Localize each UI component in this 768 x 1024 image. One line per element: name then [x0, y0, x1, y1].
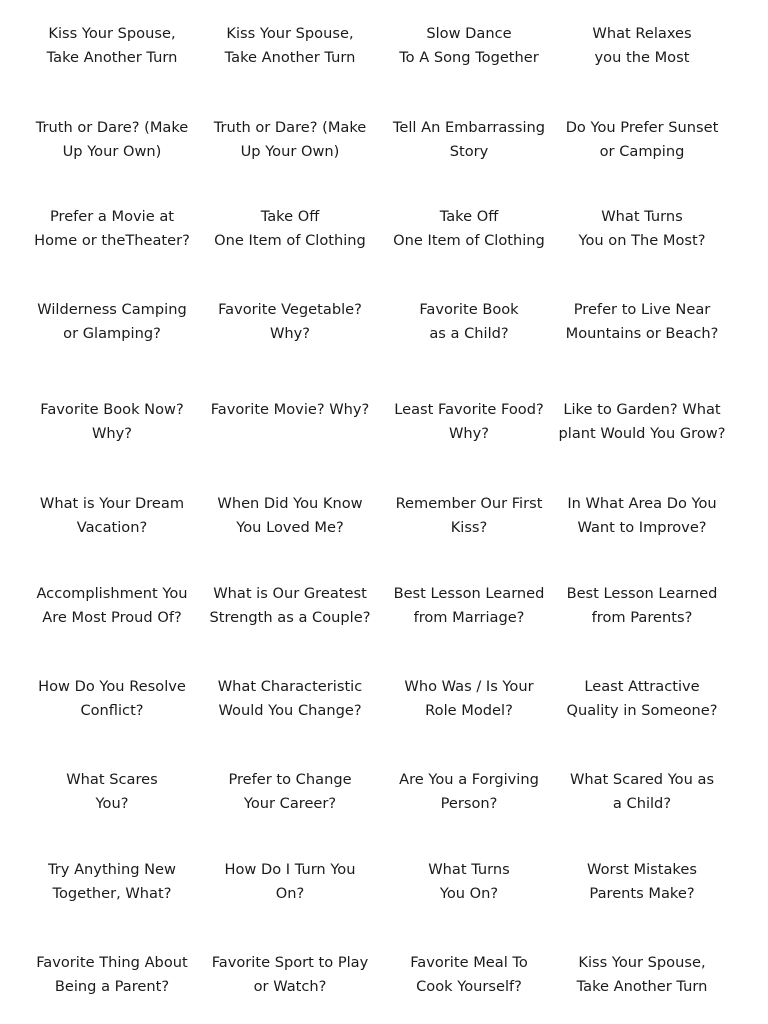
question-card	[374, 398, 564, 445]
question-card-line: Like to Garden? What	[563, 401, 721, 418]
question-card-line: Parents Make?	[589, 884, 695, 902]
question-card	[374, 492, 564, 539]
question-card	[17, 951, 207, 998]
question-card	[374, 22, 564, 69]
question-card-line: You on The Most?	[578, 231, 706, 249]
question-card-line: Who Was / Is Your	[404, 678, 534, 695]
question-card	[374, 858, 564, 905]
question-card-line: Favorite Book Now?	[40, 401, 184, 418]
question-card-line: Prefer to Change	[228, 771, 352, 788]
question-card-line: Best Lesson Learned	[393, 585, 545, 602]
question-card-line: Take Off	[439, 208, 499, 225]
question-card-line: One Item of Clothing	[393, 231, 545, 249]
question-card	[17, 675, 207, 722]
question-card	[374, 675, 564, 722]
question-card-line: Home or theTheater?	[34, 231, 190, 249]
question-card-line: Quality in Someone?	[566, 701, 718, 719]
question-card	[17, 116, 207, 163]
question-card-line: How Do You Resolve	[38, 678, 186, 695]
question-card-line: You On?	[439, 884, 499, 902]
question-card	[195, 398, 385, 422]
question-card-line: or Glamping?	[63, 324, 161, 342]
question-card-line: Person?	[440, 794, 498, 812]
question-card	[17, 398, 207, 445]
question-card-line: On?	[275, 884, 305, 902]
question-card-line: What Turns	[428, 861, 510, 878]
question-card-line: Want to Improve?	[577, 518, 707, 536]
question-card-line: How Do I Turn You	[224, 861, 356, 878]
question-card-line: Favorite Sport to Play	[211, 954, 369, 971]
question-card-line: Your Career?	[243, 794, 337, 812]
question-card-line: Kiss?	[450, 518, 488, 536]
question-card-line: Truth or Dare? (Make	[213, 119, 367, 136]
question-card-line: Remember Our First	[395, 495, 543, 512]
question-card-line: What is Our Greatest	[213, 585, 367, 602]
question-card	[195, 492, 385, 539]
question-card	[547, 492, 737, 539]
question-card	[374, 205, 564, 252]
question-card-line: Kiss Your Spouse,	[48, 25, 176, 42]
question-card	[195, 582, 385, 629]
question-card-line: Favorite Thing About	[36, 954, 188, 971]
question-card-line: Least Favorite Food?	[394, 401, 544, 418]
question-card-line: Take Off	[260, 208, 320, 225]
question-card-line: Prefer to Live Near	[573, 301, 711, 318]
question-card-line: Favorite Book	[419, 301, 519, 318]
question-card	[547, 116, 737, 163]
question-card-line: Accomplishment You	[36, 585, 188, 602]
question-card-line: What Relaxes	[592, 25, 692, 42]
question-card-line: Story	[449, 142, 489, 160]
question-card-line: Strength as a Couple?	[209, 608, 371, 626]
question-card	[547, 398, 737, 445]
question-card-line: Try Anything New	[48, 861, 176, 878]
question-card-line: Kiss Your Spouse,	[578, 954, 706, 971]
question-card-line: Conflict?	[80, 701, 144, 719]
question-card-line: What is Your Dream	[39, 495, 185, 512]
question-card-line: Being a Parent?	[54, 977, 170, 995]
question-card	[17, 582, 207, 629]
question-card	[195, 768, 385, 815]
question-card-line: Why?	[91, 424, 133, 442]
question-card	[17, 858, 207, 905]
question-card-line: or Camping	[599, 142, 685, 160]
question-card	[17, 492, 207, 539]
question-card	[195, 675, 385, 722]
question-card-line: Together, What?	[52, 884, 172, 902]
question-card-line: Worst Mistakes	[587, 861, 697, 878]
question-card-line: You?	[95, 794, 129, 812]
question-card-line: What Scared You as	[569, 771, 715, 788]
question-card	[547, 951, 737, 998]
question-card-line: When Did You Know	[217, 495, 363, 512]
question-card-line: from Parents?	[591, 608, 693, 626]
question-card	[547, 205, 737, 252]
question-card-line: Take Another Turn	[46, 48, 178, 66]
question-card	[374, 768, 564, 815]
question-card-line: Favorite Movie? Why?	[210, 401, 370, 418]
question-card-line: What Scares	[66, 771, 158, 788]
question-card-line: you the Most	[594, 48, 690, 66]
question-card-line: a Child?	[612, 794, 672, 812]
question-card-line: Truth or Dare? (Make	[35, 119, 189, 136]
question-card-line: In What Area Do You	[567, 495, 717, 512]
question-card	[547, 675, 737, 722]
question-card-line: Why?	[269, 324, 311, 342]
question-card-line: Take Another Turn	[224, 48, 356, 66]
question-card	[547, 858, 737, 905]
question-card	[17, 298, 207, 345]
question-card-line: One Item of Clothing	[214, 231, 366, 249]
question-card-line: as a Child?	[429, 324, 509, 342]
question-card-line: To A Song Together	[399, 48, 539, 66]
question-card-line: Cook Yourself?	[416, 977, 522, 995]
question-card-line: What Characteristic	[217, 678, 363, 695]
question-card	[17, 22, 207, 69]
question-card-line: Would You Change?	[218, 701, 362, 719]
question-card-line: Are Most Proud Of?	[42, 608, 182, 626]
question-card-line: Wilderness Camping	[37, 301, 187, 318]
question-card	[17, 768, 207, 815]
question-card-line: Slow Dance	[426, 25, 512, 42]
question-card-line: Least Attractive	[584, 678, 700, 695]
question-card	[547, 768, 737, 815]
question-card	[195, 298, 385, 345]
question-card-line: Tell An Embarrassing	[392, 119, 546, 136]
question-card-line: Favorite Meal To	[410, 954, 528, 971]
question-card	[547, 22, 737, 69]
question-card	[374, 298, 564, 345]
question-card	[374, 951, 564, 998]
question-card	[195, 858, 385, 905]
question-card-line: Kiss Your Spouse,	[226, 25, 354, 42]
question-card-line: Are You a Forgiving	[399, 771, 539, 788]
question-card	[374, 116, 564, 163]
question-card-line: Vacation?	[76, 518, 148, 536]
question-card-line: plant Would You Grow?	[558, 424, 726, 442]
question-card-line: or Watch?	[253, 977, 327, 995]
question-card-line: Up Your Own)	[62, 142, 162, 160]
question-card-line: You Loved Me?	[236, 518, 344, 536]
question-card	[195, 22, 385, 69]
question-card	[547, 298, 737, 345]
question-card-line: Up Your Own)	[240, 142, 340, 160]
question-card	[195, 951, 385, 998]
question-card	[17, 205, 207, 252]
question-card-line: Why?	[448, 424, 490, 442]
question-card-line: Best Lesson Learned	[566, 585, 718, 602]
question-card-line: Role Model?	[425, 701, 513, 719]
question-card	[547, 582, 737, 629]
question-card	[195, 205, 385, 252]
question-card-line: Do You Prefer Sunset	[565, 119, 719, 136]
question-card-line: Mountains or Beach?	[565, 324, 719, 342]
question-card-line: Take Another Turn	[576, 977, 708, 995]
question-card-line: What Turns	[601, 208, 683, 225]
question-card-line: Favorite Vegetable?	[218, 301, 362, 318]
question-card-line: Prefer a Movie at	[49, 208, 175, 225]
question-card	[374, 582, 564, 629]
question-card-line: from Marriage?	[413, 608, 525, 626]
question-card	[195, 116, 385, 163]
